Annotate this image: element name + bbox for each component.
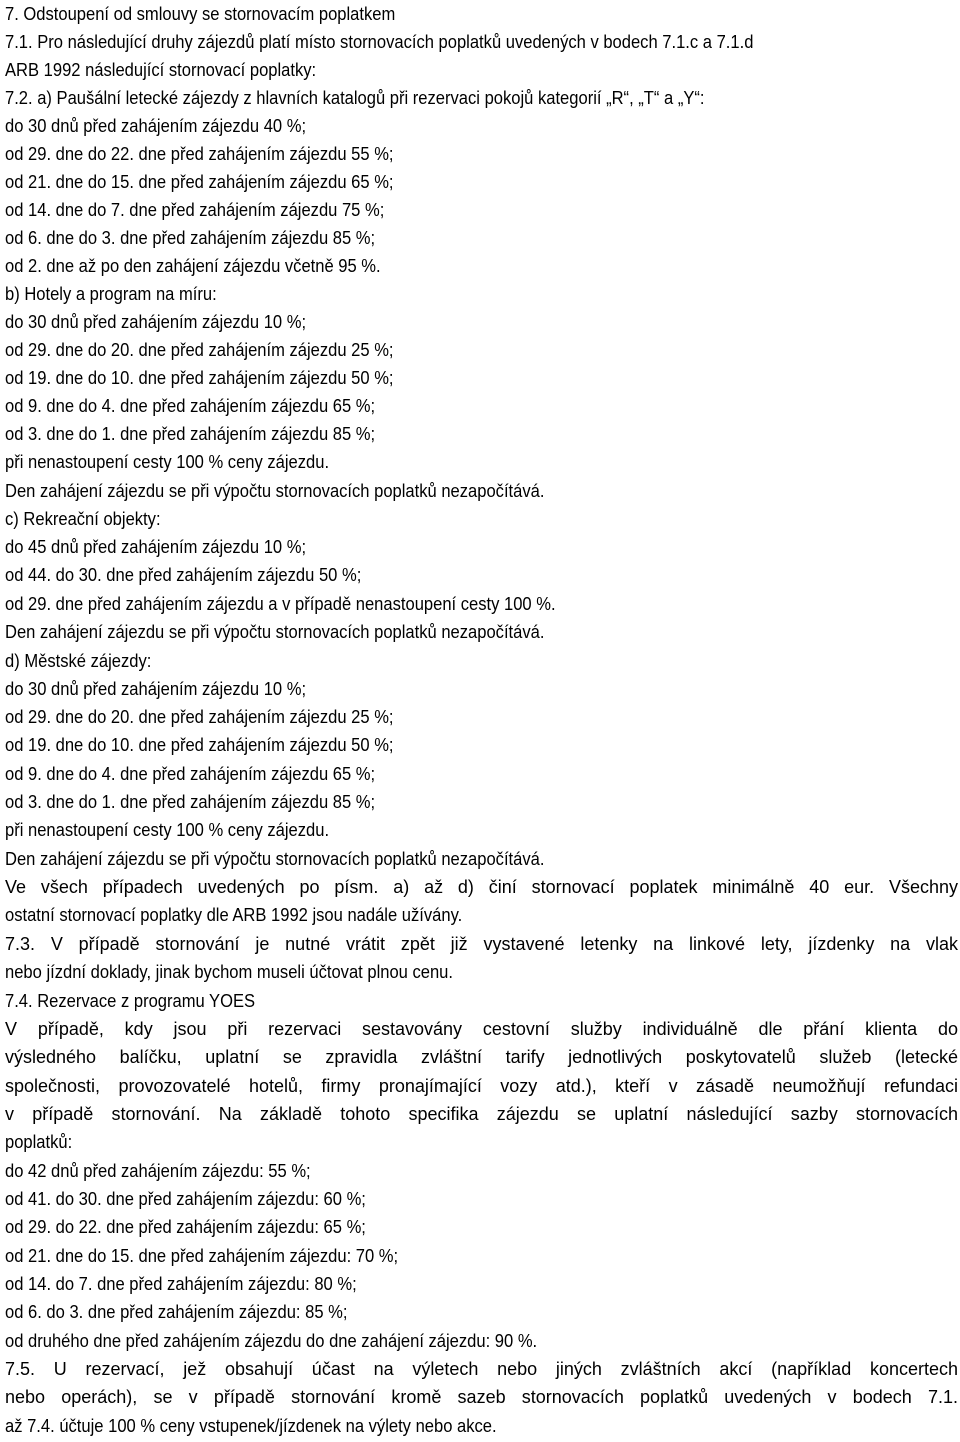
- text-line: společnosti, provozovatelé hotelů, firmy pronajímající vozy atd.), kteří v zásadě neumožňují refundaci: [5, 1076, 958, 1096]
- subsection-title: 7.4. Rezervace z programu YOES: [5, 991, 256, 1011]
- text-line: až 7.4. účtuje 100 % ceny vstupenek/jízdenek na výlety nebo akce.: [5, 1416, 497, 1436]
- text-line: Ve všech případech uvedených po písm. a) až d) činí stornovací poplatek minimálně 40 eur. Všechny: [5, 877, 958, 897]
- text-line: od 6. dne do 3. dne před zahájením zájezdu 85 %;: [5, 228, 376, 248]
- text-line: od 29. dne před zahájením zájezdu a v případě nenastoupení cesty 100 %.: [5, 594, 556, 614]
- text-line: od 3. dne do 1. dne před zahájením zájezdu 85 %;: [5, 792, 376, 812]
- text-line: do 30 dnů před zahájením zájezdu 10 %;: [5, 312, 307, 332]
- text-line: od 9. dne do 4. dne před zahájením zájezdu 65 %;: [5, 764, 376, 784]
- text-line: od 14. dne do 7. dne před zahájením zájezdu 75 %;: [5, 200, 385, 220]
- text-line: v případě stornování. Na základě tohoto specifika zájezdu se uplatní následující sazby stornovacích: [5, 1104, 958, 1124]
- text-line: do 42 dnů před zahájením zájezdu: 55 %;: [5, 1161, 311, 1181]
- text-line: 7.5. U rezervací, jež obsahují účast na výletech nebo jiných zvláštních akcí (například koncertech: [5, 1359, 958, 1379]
- text-line: od 3. dne do 1. dne před zahájením zájezdu 85 %;: [5, 424, 376, 444]
- text-line: nebo operách), se v případě stornování kromě sazeb stornovacích poplatků uvedených v bodech 7.1.: [5, 1387, 958, 1407]
- subsection-title: d) Městské zájezdy:: [5, 651, 152, 671]
- text-line: od 19. dne do 10. dne před zahájením zájezdu 50 %;: [5, 368, 394, 388]
- text-line: od 21. dne do 15. dne před zahájením zájezdu 65 %;: [5, 172, 394, 192]
- text-line: při nenastoupení cesty 100 % ceny zájezdu.: [5, 820, 330, 840]
- text-line: od 6. do 3. dne před zahájením zájezdu: 85 %;: [5, 1302, 348, 1322]
- text-line: ARB 1992 následující stornovací poplatky:: [5, 60, 317, 80]
- text-line: od 29. dne do 20. dne před zahájením zájezdu 25 %;: [5, 707, 394, 727]
- text-line: od 29. dne do 22. dne před zahájením zájezdu 55 %;: [5, 144, 394, 164]
- text-line: poplatků:: [5, 1132, 73, 1152]
- text-line: od 29. dne do 20. dne před zahájením zájezdu 25 %;: [5, 340, 394, 360]
- subsection-title: b) Hotely a program na míru:: [5, 284, 217, 304]
- text-line: Den zahájení zájezdu se při výpočtu stornovacích poplatků nezapočítává.: [5, 622, 545, 642]
- text-line: od 29. do 22. dne před zahájením zájezdu: 65 %;: [5, 1217, 366, 1237]
- text-line: Den zahájení zájezdu se při výpočtu stornovacích poplatků nezapočítává.: [5, 849, 545, 869]
- text-line: 7.1. Pro následující druhy zájezdů platí místo stornovacích poplatků uvedených v bodech 7.1.c a 7.1.d: [5, 32, 754, 52]
- text-line: 7.3. V případě stornování je nutné vrátit zpět již vystavené letenky na linkové lety, jízdenky na vlak: [5, 934, 958, 954]
- text-line: Den zahájení zájezdu se při výpočtu stornovacích poplatků nezapočítává.: [5, 481, 545, 501]
- text-line: od 41. do 30. dne před zahájením zájezdu: 60 %;: [5, 1189, 366, 1209]
- text-line: od 44. do 30. dne před zahájením zájezdu 50 %;: [5, 565, 362, 585]
- text-line: od 21. dne do 15. dne před zahájením zájezdu: 70 %;: [5, 1246, 399, 1266]
- text-line: při nenastoupení cesty 100 % ceny zájezdu.: [5, 452, 330, 472]
- text-line: 7.2. a) Paušální letecké zájezdy z hlavních katalogů při rezervaci pokojů kategorií „R“, „T“ a „Y“:: [5, 88, 705, 108]
- text-line: od 14. do 7. dne před zahájením zájezdu: 80 %;: [5, 1274, 357, 1294]
- text-line: výsledného balíčku, uplatní se zpravidla zvláštní tarify jednotlivých poskytovatelů služeb (letecké: [5, 1047, 958, 1067]
- text-line: do 30 dnů před zahájením zájezdu 10 %;: [5, 679, 307, 699]
- text-line: do 30 dnů před zahájením zájezdu 40 %;: [5, 116, 307, 136]
- section-heading: 7. Odstoupení od smlouvy se stornovacím poplatkem: [5, 4, 396, 24]
- document-page: [5, 0, 960, 1442]
- subsection-title: c) Rekreační objekty:: [5, 509, 161, 529]
- text-line: ostatní stornovací poplatky dle ARB 1992 jsou nadále užívány.: [5, 905, 463, 925]
- text-line: nebo jízdní doklady, jinak bychom museli účtovat plnou cenu.: [5, 962, 453, 982]
- text-line: V případě, kdy jsou při rezervaci sestavovány cestovní služby individuálně dle přání klienta do: [5, 1019, 958, 1039]
- text-line: od 19. dne do 10. dne před zahájením zájezdu 50 %;: [5, 735, 394, 755]
- text-line: do 45 dnů před zahájením zájezdu 10 %;: [5, 537, 307, 557]
- text-line: od druhého dne před zahájením zájezdu do dne zahájení zájezdu: 90 %.: [5, 1331, 538, 1351]
- text-line: od 9. dne do 4. dne před zahájením zájezdu 65 %;: [5, 396, 376, 416]
- text-line: od 2. dne až po den zahájení zájezdu včetně 95 %.: [5, 256, 381, 276]
